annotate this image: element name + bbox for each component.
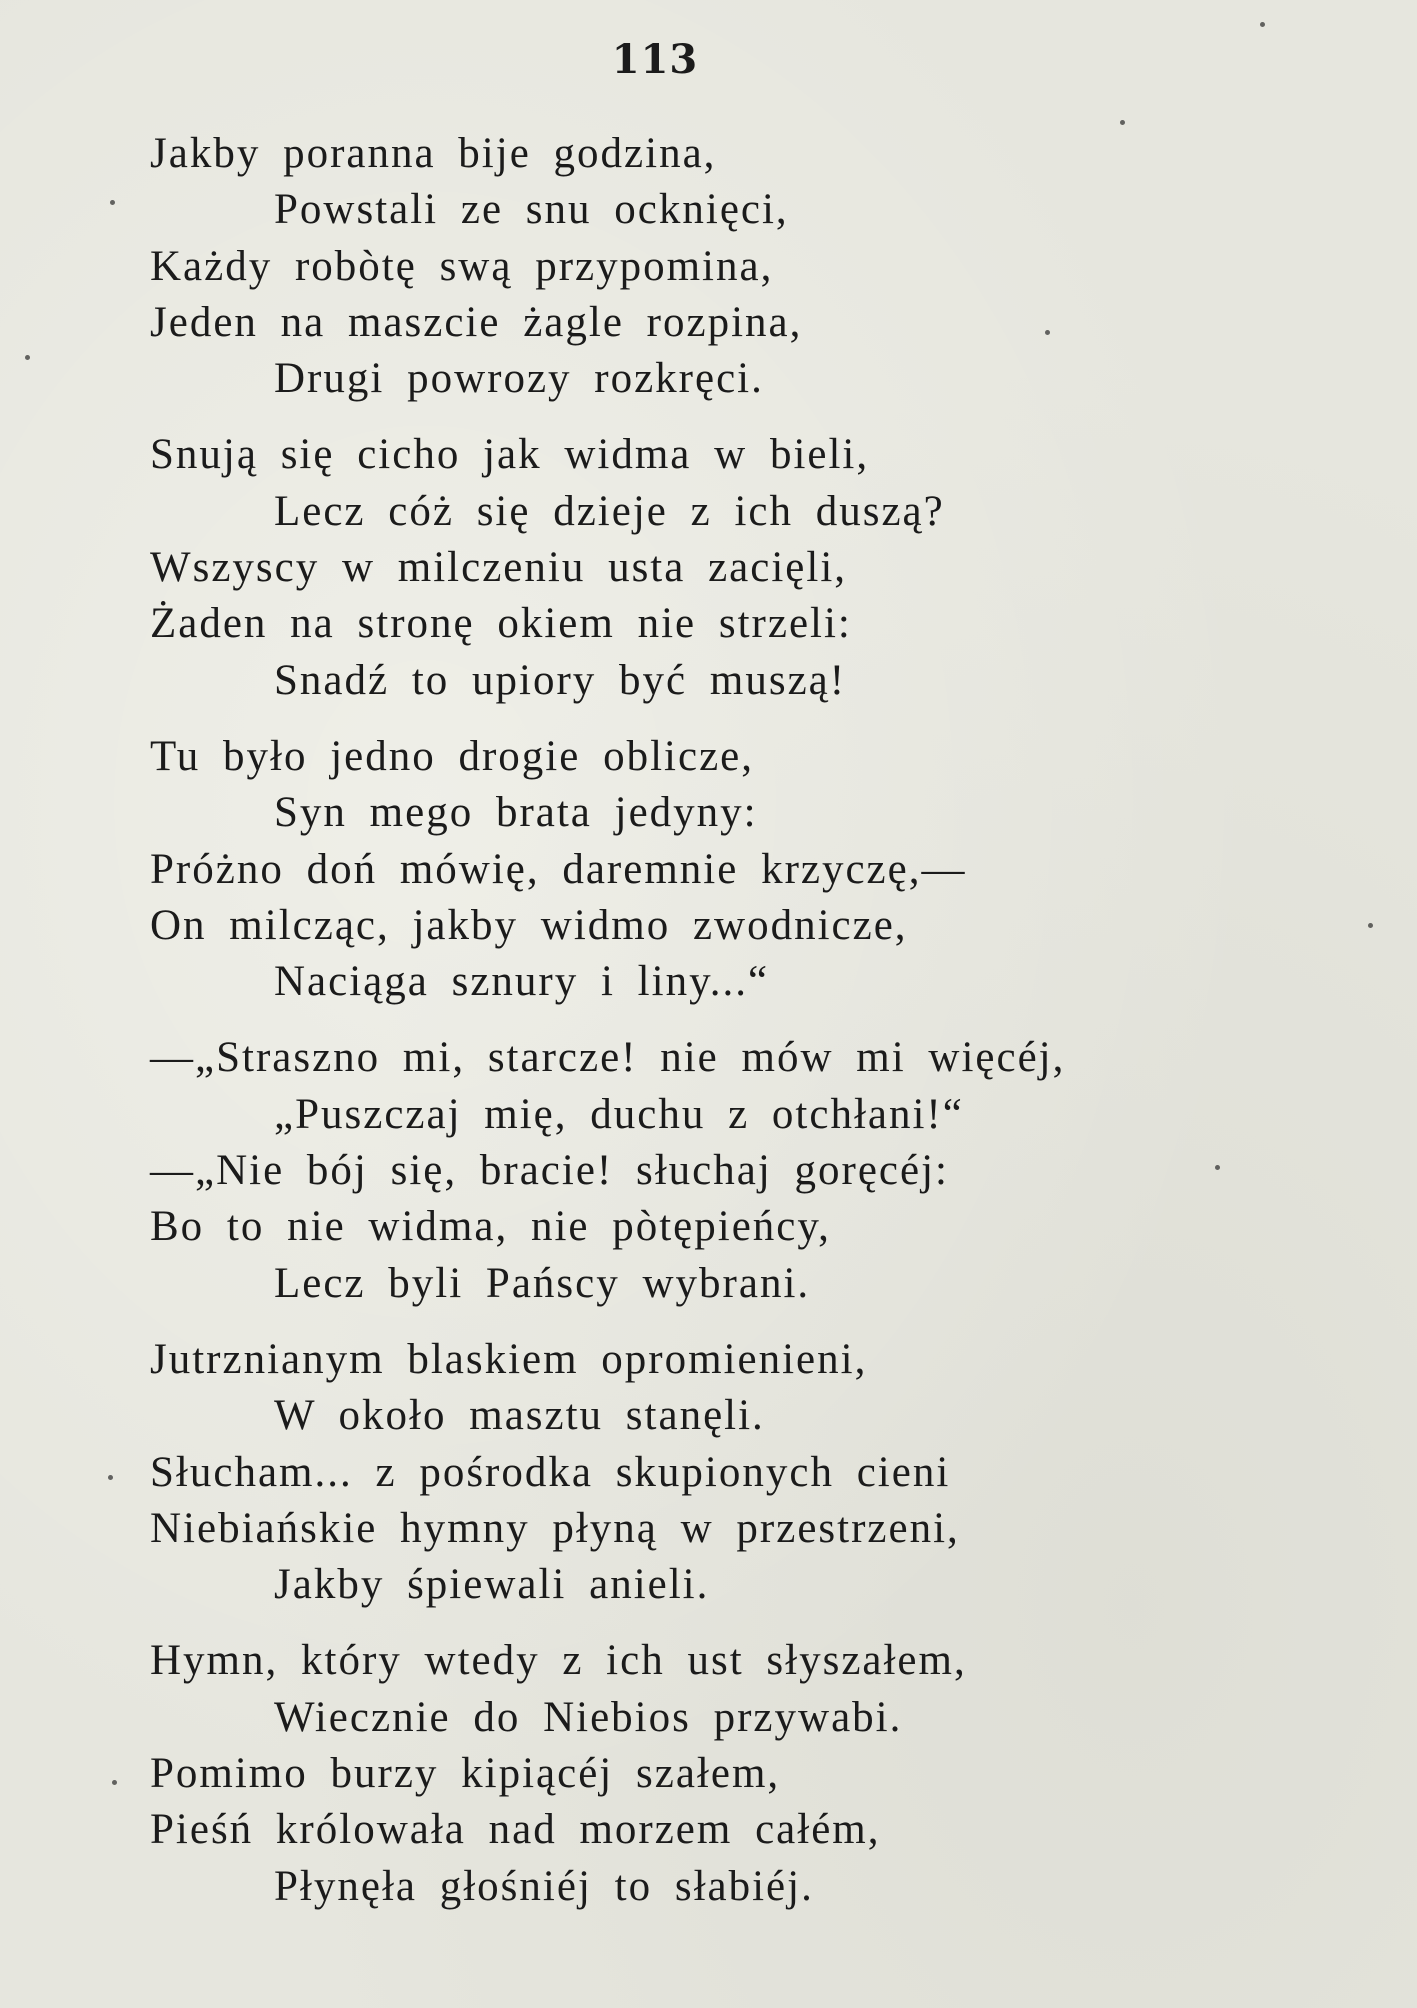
- stanza-2: [150, 427, 1310, 708]
- verse-line: W około masztu stanęli.: [274, 1392, 765, 1440]
- verse-line: —„Nie bój się, bracie! słuchaj goręcéj:: [150, 1147, 949, 1195]
- verse-line: Każdy robòtę swą przypomina,: [150, 242, 774, 290]
- poem: [150, 126, 1310, 1935]
- verse-line: Lecz cóż się dzieje z ich duszą?: [274, 487, 945, 535]
- stanza-1: [150, 126, 1310, 407]
- paper-speck: [1260, 22, 1265, 27]
- paper-speck: [1120, 120, 1125, 125]
- stanza-3: [150, 729, 1310, 1010]
- verse-line: Żaden na stronę okiem nie strzeli:: [150, 600, 852, 648]
- page-number: 113: [611, 36, 699, 83]
- verse-line: Powstali ze snu ocknięci,: [274, 186, 789, 234]
- stanza-6: [150, 1633, 1310, 1914]
- verse-line: —„Straszno mi, starcze! nie mów mi więcéj,: [150, 1034, 1066, 1082]
- paper-speck: [25, 355, 30, 360]
- verse-line: Wszyscy w milczeniu usta zacięli,: [150, 544, 848, 592]
- paper-speck: [108, 1475, 113, 1480]
- verse-line: Tu było jedno drogie oblicze,: [150, 732, 754, 780]
- verse-line: Płynęła głośniéj to słabiéj.: [274, 1862, 814, 1910]
- paper-speck: [112, 1780, 117, 1785]
- verse-line: Pieśń królowała nad morzem całém,: [150, 1806, 881, 1854]
- verse-line: Niebiańskie hymny płyną w przestrzeni,: [150, 1504, 960, 1552]
- verse-line: Naciąga sznury i liny...“: [274, 958, 770, 1006]
- verse-line: Bo to nie widma, nie pòtępieńcy,: [150, 1203, 831, 1251]
- paper-speck: [1045, 330, 1050, 335]
- verse-line: Snadź to upiory być muszą!: [274, 656, 847, 704]
- verse-line: Pomimo burzy kipiącéj szałem,: [150, 1750, 781, 1798]
- verse-line: Jeden na maszcie żagle rozpina,: [150, 298, 803, 346]
- verse-line: Drugi powrozy rozkręci.: [274, 355, 764, 403]
- verse-line: Jakby śpiewali anieli.: [274, 1561, 710, 1609]
- paper-speck: [110, 200, 115, 205]
- verse-line: Jutrznianym blaskiem opromienieni,: [150, 1335, 868, 1383]
- verse-line: Wiecznie do Niebios przywabi.: [274, 1693, 903, 1741]
- verse-line: Snują się cicho jak widma w bieli,: [150, 431, 870, 479]
- verse-line: Syn mego brata jedyny:: [274, 789, 758, 837]
- stanza-4: [150, 1030, 1310, 1311]
- paper-speck: [1368, 923, 1373, 928]
- verse-line: Lecz byli Pańscy wybrani.: [274, 1259, 811, 1307]
- verse-line: „Puszczaj mię, duchu z otchłani!“: [274, 1090, 964, 1138]
- verse-line: Jakby poranna bije godzina,: [150, 130, 717, 177]
- verse-line: On milcząc, jakby widmo zwodnicze,: [150, 901, 908, 949]
- verse-line: Słucham... z pośrodka skupionych cieni: [150, 1448, 951, 1496]
- stanza-5: [150, 1332, 1310, 1613]
- verse-line: Hymn, który wtedy z ich ust słyszałem,: [150, 1637, 967, 1685]
- verse-line: Próżno doń mówię, daremnie krzyczę,—: [150, 845, 967, 893]
- paper-speck: [1215, 1165, 1220, 1170]
